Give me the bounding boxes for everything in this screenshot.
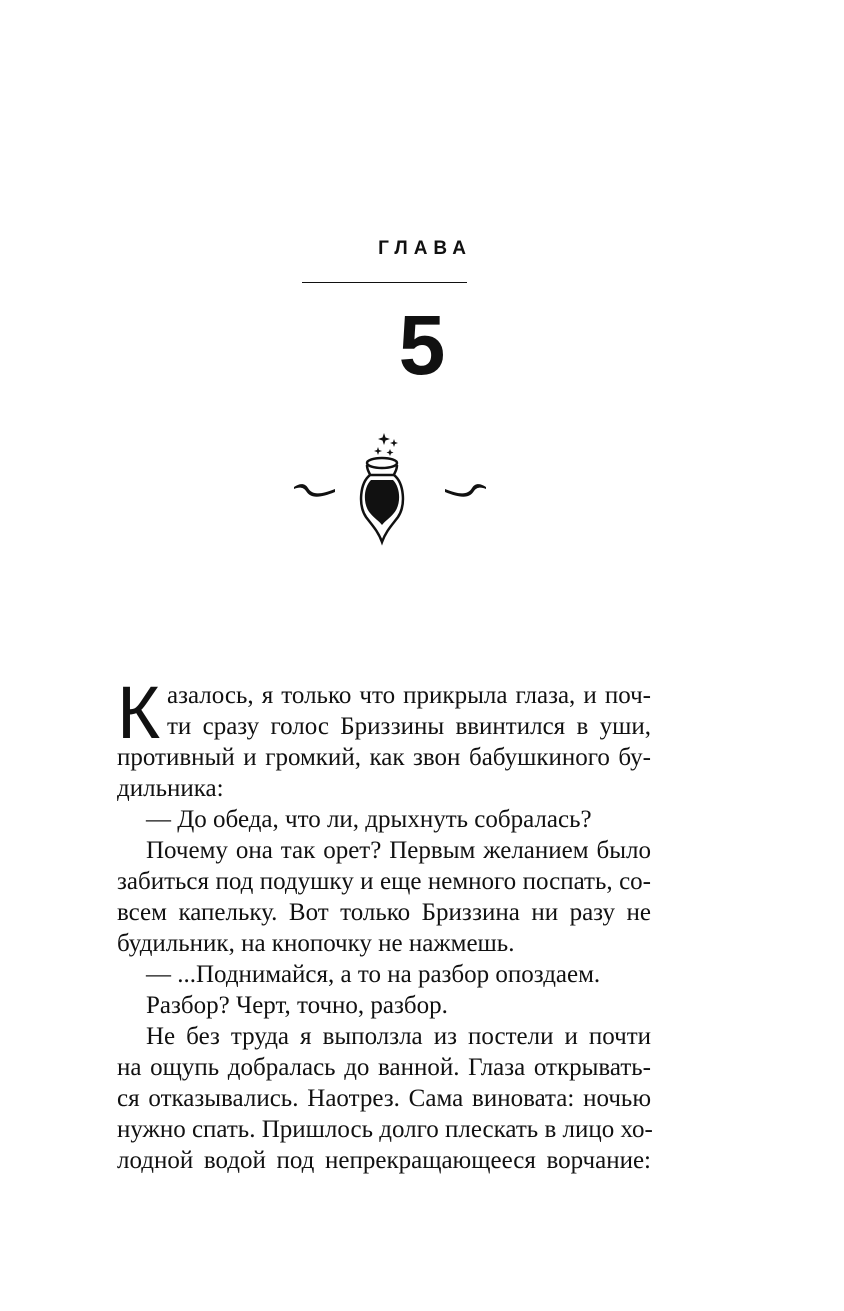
text-line: всем капельку. Вот только Бриззина ни разу не [117, 899, 651, 926]
text-line: — До обеда, что ли, дрыхнуть собралась? [146, 806, 592, 833]
drop-cap: К [117, 671, 161, 754]
text-line: нужно спать. Пришлось долго плескать в лицо хо- [117, 1116, 653, 1143]
text-line: Не без труда я выползла из постели и почти [146, 1023, 651, 1050]
magic-lamp-ornament-icon [290, 425, 490, 550]
text-line: на ощупь добралась до ванной. Глаза открывать- [117, 1054, 651, 1081]
text-line: забиться под подушку и еще немного поспать, со- [117, 868, 651, 895]
text-line: дильника: [117, 775, 224, 802]
text-line: азалось, я только что прикрыла глаза, и поч- [167, 682, 651, 709]
chapter-number: 5 [398, 298, 446, 392]
text-line: Почему она так орет? Первым желанием было [146, 837, 651, 864]
chapter-body-text [117, 671, 653, 1176]
text-line: ти сразу голос Бриззины ввинтился в уши, [167, 713, 651, 740]
text-line: Разбор? Черт, точно, разбор. [146, 992, 448, 1019]
chapter-divider [302, 282, 467, 283]
text-line: ся отказывались. Наотрез. Сама виновата: ночью [117, 1085, 651, 1112]
text-line: — ...Поднимайся, а то на разбор опоздаем. [146, 961, 601, 988]
text-line: будильник, на кнопочку не нажмешь. [117, 930, 515, 957]
text-line: противный и громкий, как звон бабушкиного бу- [117, 744, 651, 771]
text-line: лодной водой под непрекращающееся ворчание: [117, 1147, 651, 1174]
chapter-label: ГЛАВА [378, 238, 472, 259]
